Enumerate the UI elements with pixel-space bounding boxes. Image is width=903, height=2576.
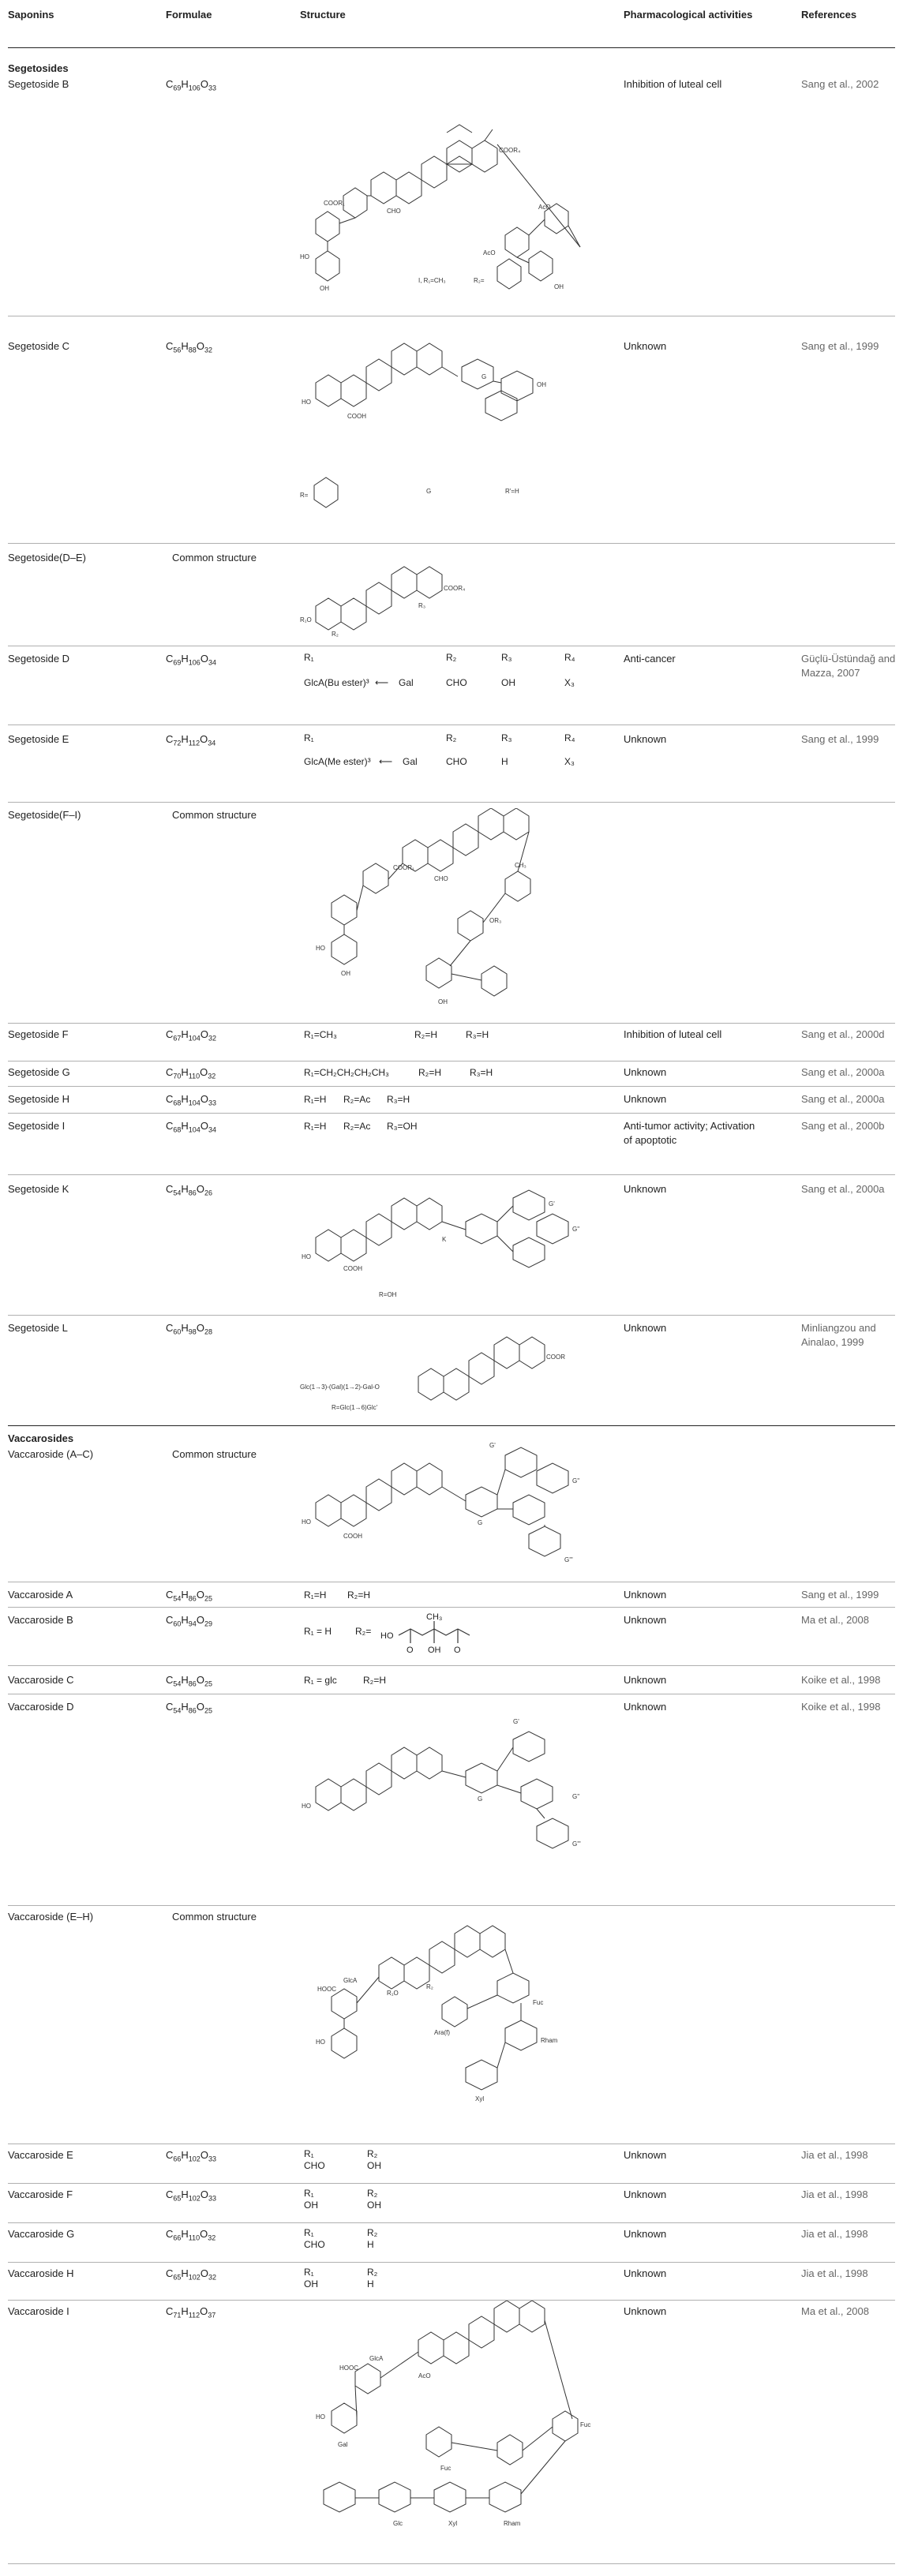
reference: Sang et al., 1999 [801,1589,879,1601]
r2-value: R₂=H [418,1067,441,1078]
r1-value: CHO [304,2239,325,2250]
label: HO [302,1518,311,1526]
formula: $C_{66}H_{110}O_{32}$ [166,2228,216,2242]
reference: Sang et al., 2000b [801,1120,885,1132]
activity: Unknown [624,1066,667,1078]
label: HO [302,1803,311,1810]
label: HO [300,253,309,260]
label: OH [438,998,448,1005]
r1-value: R₁=H [304,1121,327,1132]
r2-value: R₂=Ac [343,1094,371,1105]
r4-value: X₃ [564,677,575,688]
label: OH [320,285,329,292]
label: R= [300,492,309,499]
saponin-name: Vaccaroside F [8,2188,73,2200]
formula: $C_{65}H_{102}O_{32}$ [166,2267,216,2282]
reference: Jia et al., 1998 [801,2149,868,2161]
label: G' [489,1442,496,1449]
substituent-row [300,1065,616,1081]
r1-value: R₁=CH₃ [304,1029,337,1040]
label: R=Glc(1→6)Glc' [332,1404,378,1411]
label: Fuc [533,1999,544,2006]
label: HO [302,399,311,406]
r2-header: R₂ [446,652,457,663]
structure-image [300,1440,616,1582]
activity: Unknown [624,1701,667,1713]
substituent-row [300,2267,616,2295]
label: Fuc [580,2421,591,2428]
label: R₃ [418,602,426,609]
formula: $C_{69}H_{106}O_{34}$ [166,653,216,667]
r1-header: R₁ [304,652,314,663]
reference: Sang et al., 2000a [801,1066,885,1078]
label: CHO [434,875,448,882]
saponin-name: Segetoside L [8,1322,68,1334]
activity: Anti-cancer [624,653,676,665]
formula: $C_{70}H_{110}O_{32}$ [166,1066,216,1080]
r1-header: R₁ [304,2267,314,2278]
reference: Sang et al., 2002 [801,78,879,90]
structure-image [300,1182,616,1309]
r2-header: R₂ [446,732,457,743]
label: G [478,1519,483,1526]
saponin-name: Vaccaroside A [8,1589,73,1601]
saponin-name: Segetoside H [8,1093,70,1105]
side-chain-structure [379,1613,489,1661]
label: CH₃ [515,862,526,869]
r3-header: R₃ [501,652,512,663]
reference: Sang et al., 2000a [801,1093,885,1105]
label: G'' [572,1226,580,1233]
reference: Güçlü-Üstündağ and Mazza, 2007 [801,653,896,679]
r2-value: H [367,2278,374,2290]
row-divider [8,1174,895,1175]
saponin-name: Vaccaroside G [8,2228,75,2240]
r2-value: R₂=H [347,1589,370,1601]
label: G''' [564,1556,573,1563]
reference: Koike et al., 1998 [801,1701,881,1713]
structure-image [300,1910,616,2123]
structure-image [300,328,616,517]
common-structure-label: Common structure [172,1448,257,1460]
row-divider [8,2222,895,2223]
label: R'=H [505,488,519,495]
r3-value: R₃=OH [387,1121,418,1132]
r1-header: R₁ [304,2148,314,2159]
substituent-row [300,1119,616,1135]
reference: Minliangzou and Ainalao, 1999 [801,1322,876,1348]
label: R₂= [474,277,485,284]
r4-value: X₃ [564,756,575,767]
label: OH [537,381,546,388]
label: GlcA [369,2355,384,2362]
label: G'' [572,1477,580,1485]
label: Glc(1→3)-(Gal)(1→2)-Gal-O [300,1383,380,1391]
reference: Jia et al., 1998 [801,2267,868,2279]
activity: Inhibition of luteal cell [624,1028,722,1040]
structure-image [300,551,616,638]
structure-image [300,1700,616,1897]
r1-value: R₁ = glc [304,1675,337,1686]
formula: $C_{60}H_{98}O_{28}$ [166,1322,212,1336]
r2-value: R₂= [355,1626,372,1637]
label: Fuc [440,2465,452,2472]
reference: Sang et al., 1999 [801,340,879,352]
activity: Inhibition of luteal cell [624,78,722,90]
label: HO [302,1253,311,1260]
activity: Unknown [624,2149,667,2161]
r1-value: GlcA(Me ester)³ [304,756,371,767]
label: G'' [572,1793,580,1800]
row-divider [8,802,895,803]
label: HO [316,2039,325,2046]
reference: Jia et al., 1998 [801,2188,868,2200]
row-divider [8,1023,895,1024]
r1-value-b: Gal [399,677,414,688]
formula: $C_{66}H_{102}O_{33}$ [166,2149,216,2163]
r4-header: R₄ [564,732,575,743]
r2-value: R₂=H [363,1675,386,1686]
label: HO [316,945,325,952]
saponin-name: Vaccaroside D [8,1701,74,1713]
r2-value: OH [367,2200,381,2211]
structure-image [300,2301,616,2553]
row-divider [8,1607,895,1608]
label: OH [554,283,564,290]
substituent-row [300,1673,616,1689]
saponin-name: Vaccaroside H [8,2267,74,2279]
label: OR₃ [489,917,502,924]
formula: $C_{60}H_{94}O_{29}$ [166,1614,212,1628]
substituent-row [300,1588,616,1604]
section-vaccarosides: Vaccarosides [8,1432,74,1444]
activity: Anti-tumor activity; Activation of apoptotic [624,1120,755,1146]
formula: $C_{68}H_{104}O_{33}$ [166,1093,216,1107]
label: OH [428,1646,441,1655]
activity: Unknown [624,2305,667,2317]
formula: $C_{69}H_{106}O_{33}$ [166,78,216,92]
common-structure-label: Common structure [172,1911,257,1923]
row-divider [8,543,895,544]
label: I, R₁=CH₃ [418,277,446,284]
saponin-name: Segetoside B [8,78,69,90]
substituent-row [300,1092,616,1108]
label: COOR₁ [324,200,345,207]
r3-value: H [501,756,508,767]
label: G' [513,1718,519,1725]
activity: Unknown [624,1589,667,1601]
header-divider [8,47,895,48]
activity: Unknown [624,1183,667,1195]
reference: Sang et al., 2000d [801,1028,885,1040]
label: OH [341,970,350,977]
r2-value: CHO [446,677,467,688]
activity: Unknown [624,2267,667,2279]
structure-image [300,1321,616,1416]
formula: $C_{56}H_{88}O_{32}$ [166,340,212,354]
r2-header: R₂ [367,2188,378,2199]
substituent-row [300,1028,616,1043]
label: Rham [504,2520,521,2527]
activity: Unknown [624,1322,667,1334]
label: COOR [546,1354,565,1361]
r3-value: OH [501,677,515,688]
substituent-row [300,2148,616,2177]
r1-value-b: Gal [403,756,418,767]
label: Rham [541,2037,558,2044]
r1-header: R₁ [304,732,314,743]
row-divider [8,2563,895,2564]
header-references: References [801,9,857,21]
activity: Unknown [624,2188,667,2200]
reference: Koike et al., 1998 [801,1674,881,1686]
r3-header: R₃ [501,732,512,743]
row-divider [8,1665,895,1666]
r2-value: CHO [446,756,467,767]
common-structure-label: Common structure [172,552,257,564]
label: O [454,1646,461,1655]
formula: $C_{67}H_{104}O_{32}$ [166,1028,216,1043]
saponin-name: Vaccaroside (A–C) [8,1448,94,1460]
label: R₂ [426,1983,433,1990]
activity: Unknown [624,340,667,352]
row-divider [8,1113,895,1114]
r4-header: R₄ [564,652,575,663]
saponin-name: Vaccaroside B [8,1614,73,1626]
label: GlcA [343,1977,358,1984]
reference: Ma et al., 2008 [801,2305,869,2317]
label: Xyl [475,2095,485,2102]
r1-value: OH [304,2200,318,2211]
arrow: ⟵ [375,677,389,688]
label: AcO [418,2372,431,2379]
r2-value: R₂=H [414,1029,437,1040]
label: HOOC [339,2364,358,2372]
row-divider [8,1315,895,1316]
label: CHO [387,208,401,215]
r3-value: R₃=H [466,1029,489,1040]
label: COOR₄ [444,585,466,592]
saponin-name: Segetoside K [8,1183,69,1195]
label: G' [549,1200,555,1208]
substituent-row [300,2188,616,2216]
saponin-name: Segetoside G [8,1066,70,1078]
formula: $C_{54}H_{86}O_{25}$ [166,1701,212,1715]
saponin-name: Segetoside D [8,653,70,665]
row-divider [8,2183,895,2184]
r3-value: R₃=H [470,1067,493,1078]
label: Xyl [448,2520,458,2527]
formula: $C_{71}H_{112}O_{37}$ [166,2305,216,2320]
activity: Unknown [624,733,667,745]
formula: $C_{65}H_{102}O_{33}$ [166,2188,216,2203]
saponin-name: Segetoside(D–E) [8,552,86,564]
r2-value: OH [367,2160,381,2171]
label: HO [380,1631,394,1641]
saponin-name: Vaccaroside (E–H) [8,1911,94,1923]
label: CH₃ [426,1613,443,1622]
label: HOOC [317,1986,336,1993]
label: COOR₁ [393,864,414,871]
header-structure: Structure [300,9,346,21]
activity: Unknown [624,1674,667,1686]
label: COOH [347,413,366,420]
r2-header: R₂ [367,2148,378,2159]
label: HO [316,2413,325,2421]
saponin-name: Segetoside E [8,733,69,745]
saponin-name: Segetoside F [8,1028,69,1040]
r1-value: R₁ = H [304,1626,332,1637]
label: Glc [393,2520,403,2527]
saponin-name: Vaccaroside C [8,1674,74,1686]
r1-value: R₁=CH₂CH₂CH₂CH₃ [304,1067,389,1078]
saponin-name: Segetoside I [8,1120,66,1132]
r2-header: R₂ [367,2227,378,2238]
formula: $C_{54}H_{86}O_{25}$ [166,1674,212,1688]
r2-header: R₂ [367,2267,378,2278]
structure-image [300,77,616,314]
saponin-name: Vaccaroside I [8,2305,69,2317]
formula: $C_{54}H_{86}O_{26}$ [166,1183,212,1197]
r1-value: OH [304,2278,318,2290]
formula: $C_{72}H_{112}O_{34}$ [166,733,216,747]
row-divider [8,1905,895,1906]
r1-value: GlcA(Bu ester)³ [304,677,369,688]
r1-header: R₁ [304,2188,314,2199]
label: AcO [538,204,551,211]
activity: Unknown [624,1614,667,1626]
label: G [481,373,487,380]
substituent-table [300,732,616,780]
formula: $C_{68}H_{104}O_{34}$ [166,1120,216,1134]
saponin-name: Segetoside C [8,340,70,352]
reference: Ma et al., 2008 [801,1614,869,1626]
r2-value: R₂=Ac [343,1121,371,1132]
label: R₂ [332,631,339,638]
label: R₁O [387,1990,399,1997]
header-saponins: Saponins [8,9,54,21]
structure-image [300,808,616,1021]
label: COOH [343,1533,362,1540]
label: Gal [338,2441,348,2448]
label: Ara(f) [434,2029,450,2036]
label: K [442,1236,447,1243]
label: COOH [343,1265,362,1272]
common-structure-label: Common structure [172,809,257,821]
r2-value: H [367,2239,374,2250]
label: O [407,1646,414,1655]
label: AcO [483,249,496,256]
label: G [426,488,432,495]
formula: $C_{54}H_{86}O_{25}$ [166,1589,212,1603]
reference: Sang et al., 2000a [801,1183,885,1195]
label: R=OH [379,1291,397,1298]
row-divider [8,724,895,725]
activity: Unknown [624,2228,667,2240]
row-divider [8,2262,895,2263]
substituent-row [300,2227,616,2256]
r1-value: R₁=H [304,1589,327,1601]
row-divider [8,1086,895,1087]
section-divider [8,1425,895,1426]
activity: Unknown [624,1093,667,1105]
saponin-name: Vaccaroside E [8,2149,73,2161]
section-segetosides: Segetosides [8,62,69,74]
substituent-table [300,652,616,699]
r1-value: CHO [304,2160,325,2171]
reference: Sang et al., 1999 [801,733,879,745]
r3-value: R₃=H [387,1094,410,1105]
header-pharmacological: Pharmacological activities [624,9,753,21]
r1-value: R₁=H [304,1094,327,1105]
reference: Jia et al., 1998 [801,2228,868,2240]
r1-header: R₁ [304,2227,314,2238]
label: G [478,1795,483,1803]
label: R₁O [300,616,312,623]
label: G''' [572,1840,581,1848]
label: COOR₄ [499,147,521,154]
arrow: ⟵ [379,756,393,767]
saponin-name: Segetoside(F–I) [8,809,81,821]
header-formulae: Formulae [166,9,212,21]
